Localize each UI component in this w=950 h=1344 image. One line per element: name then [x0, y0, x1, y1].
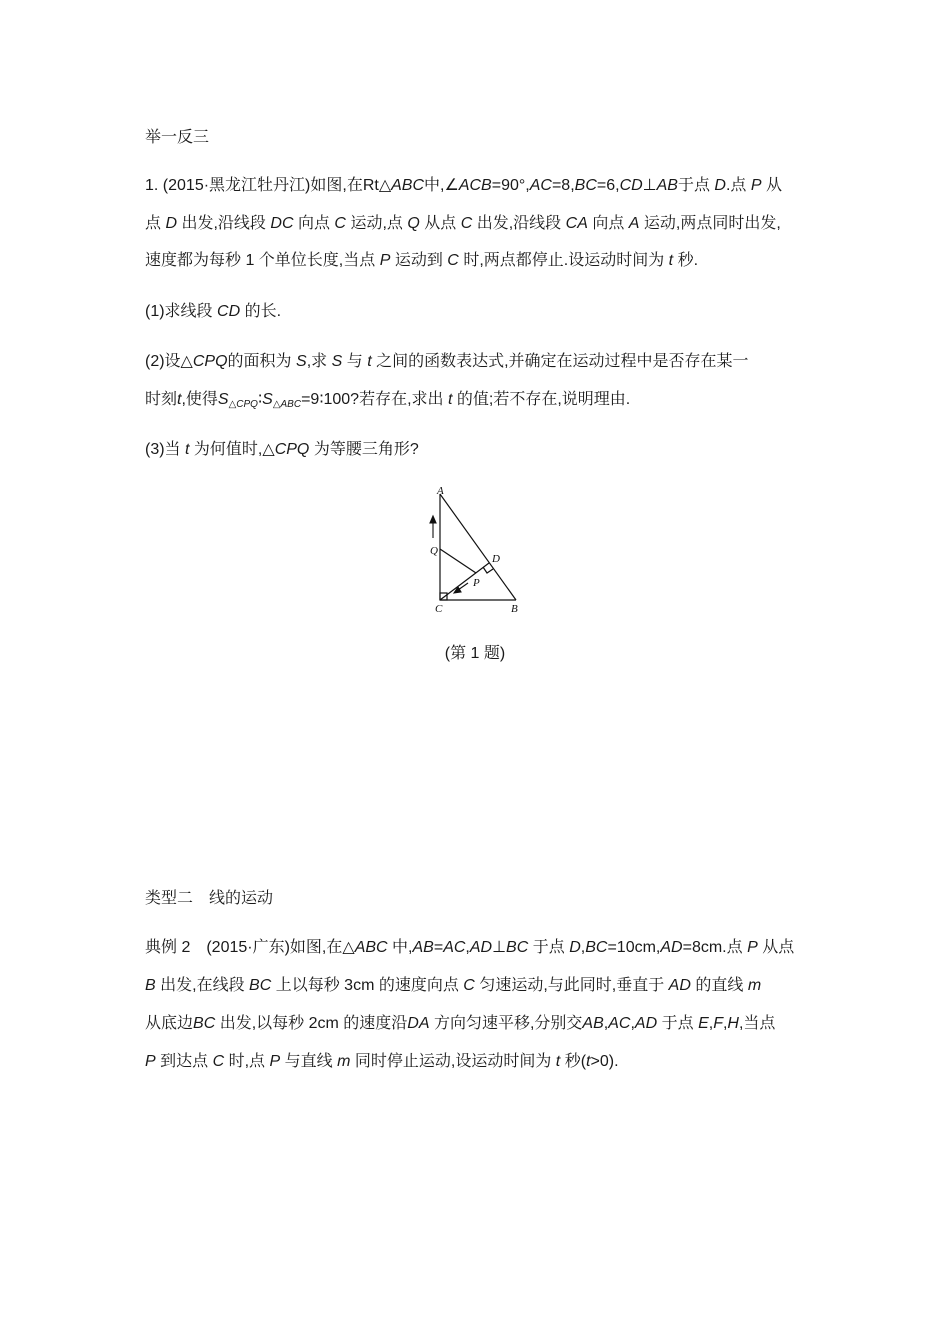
- label-b: B: [511, 603, 518, 615]
- problem-1-line-2: 点 D 出发,沿线段 DC 向点 C 运动,点 Q 从点 C 出发,沿线段 CA 向点 A 运动,两点同时出发,: [145, 215, 781, 232]
- section-2-heading: 类型二 线的运动: [145, 890, 274, 907]
- example-2-line-3: 从底边BC 出发,以每秒 2cm 的速度沿DA 方向匀速平移,分别交AB,AC,AD 于点 E,F,H,当点: [145, 1015, 776, 1032]
- figure-caption: (第 1 题): [444, 645, 506, 662]
- arrow-up-icon: [430, 516, 436, 538]
- right-angle-mark-d: [483, 567, 493, 573]
- question-1: (1)求线段 CD 的长.: [145, 303, 282, 320]
- label-a: A: [437, 485, 444, 497]
- example-2-line-1: 典例 2 (2015·广东)如图,在△ABC 中,AB=AC,AD⊥BC 于点 D,BC=10cm,AD=8cm.点 P 从点: [145, 939, 795, 956]
- triangle-figure: [420, 482, 530, 617]
- section-heading: 举一反三: [145, 129, 210, 146]
- question-3: (3)当 t 为何值时,△CPQ 为等腰三角形?: [145, 441, 419, 458]
- label-d: D: [492, 553, 500, 565]
- question-2-line-1: (2)设△CPQ的面积为 S,求 S 与 t 之间的函数表达式,并确定在运动过程中是否存在某一: [145, 353, 749, 370]
- problem-1-line-3: 速度都为每秒 1 个单位长度,当点 P 运动到 C 时,两点都停止.设运动时间为 t 秒.: [145, 252, 699, 269]
- label-c: C: [435, 603, 443, 615]
- question-2-line-2: 时刻t,使得S△CPQ∶S△ABC=9∶100?若存在,求出 t 的值;若不存在,说明理由.: [145, 391, 631, 410]
- problem-1-line-1: 1. (2015·黑龙江牡丹江)如图,在Rt△ABC中,∠ACB=90°,AC=8,BC=6,CD⊥AB于点 D.点 P 从: [145, 177, 783, 194]
- segment-qp: [440, 549, 476, 573]
- example-2-line-2: B 出发,在线段 BC 上以每秒 3cm 的速度向点 C 匀速运动,与此同时,垂直于 AD 的直线 m: [145, 977, 762, 994]
- label-q: Q: [430, 545, 438, 557]
- example-2-line-4: P 到达点 C 时,点 P 与直线 m 同时停止运动,设运动时间为 t 秒(t>0).: [145, 1053, 619, 1070]
- label-p: P: [473, 577, 480, 589]
